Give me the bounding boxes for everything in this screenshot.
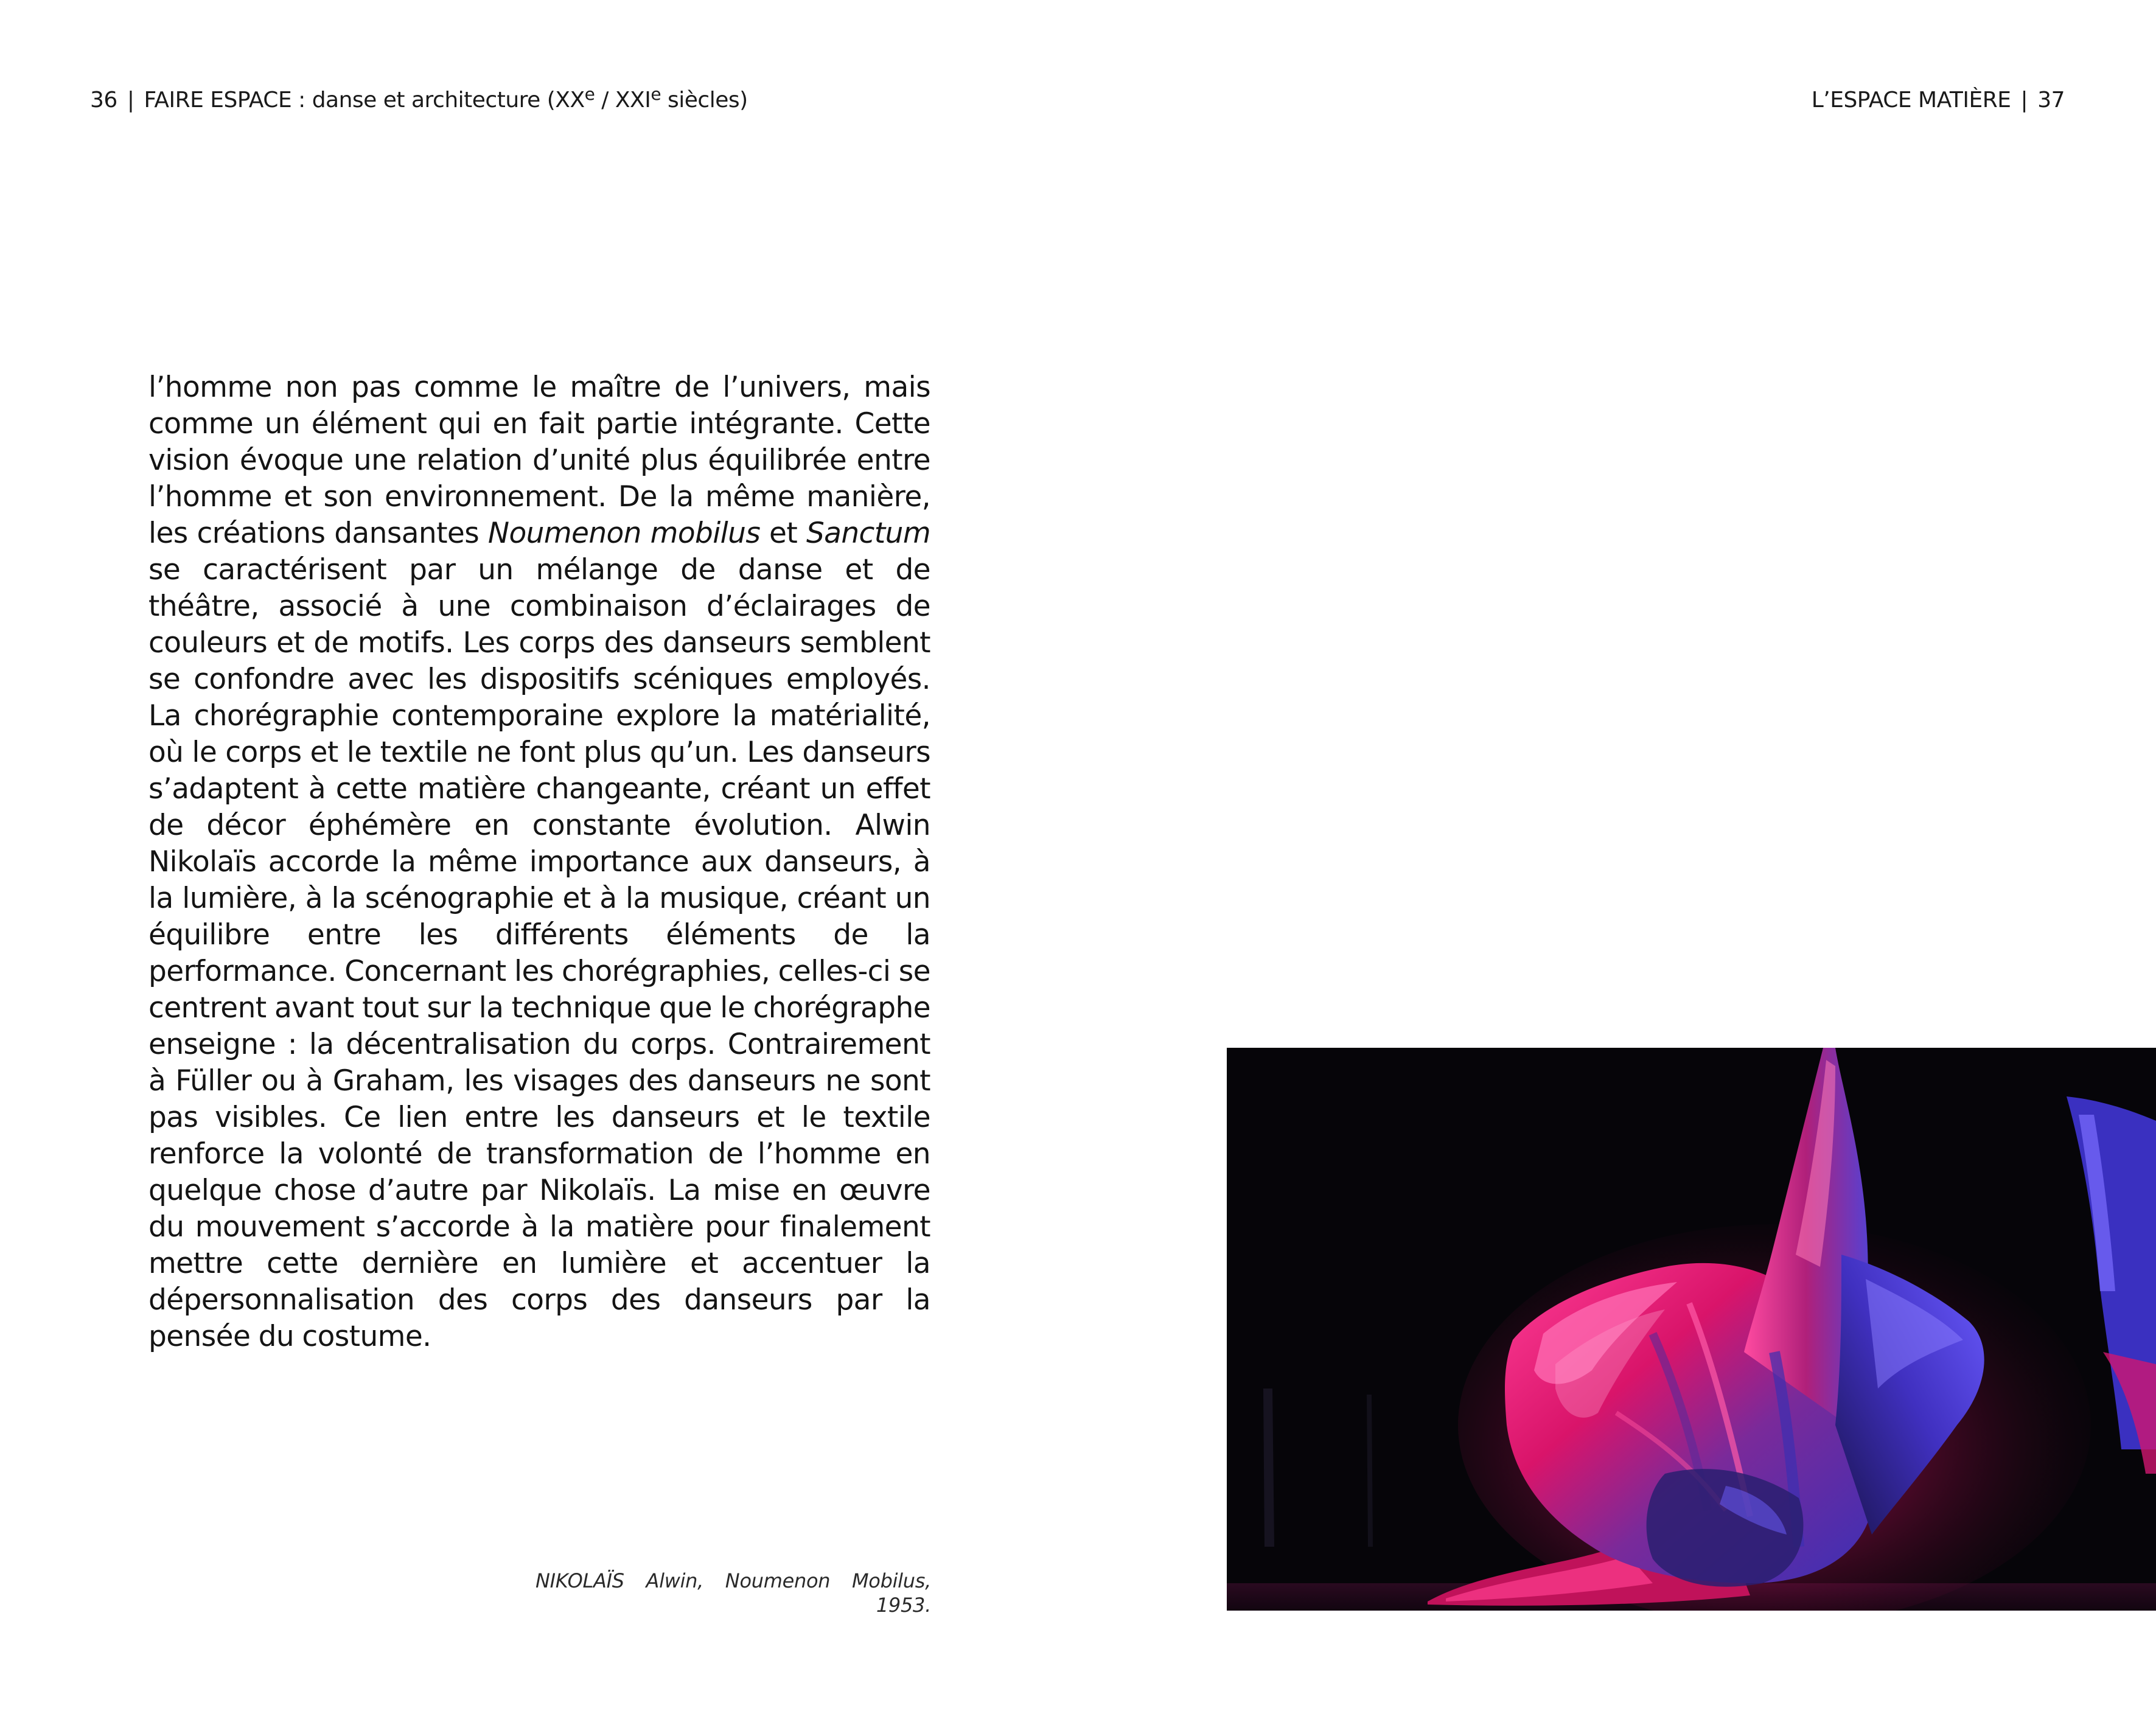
fabric-dancer-illustration — [1227, 1048, 2156, 1611]
dance-photograph — [1227, 1048, 2156, 1611]
running-head-right — [1812, 85, 2065, 116]
page-number-right: 37 — [2037, 88, 2065, 113]
body-paragraph: l’homme non pas comme le maître de l’univers, mais comme un élément qui en fait partie intégrante. Cette vision évoque une relation d’unité plus équilibrée entre l’homme et son environnement. De la même manière, les créations dansantes Noumenon mobilus et Sanctum se caractérisent par un mélange de danse et de théâtre, associé à une combinaison d’éclairages de couleurs et de motifs. Les corps des danseurs semblent se confondre avec les dispositifs scéniques employés. La chorégraphie contemporaine explore la matérialité, où le corps et le textile ne font plus qu’un. Les danseurs s’adaptent à cette matière changeante, créant un effet de décor éphémère en constante évolution. Alwin Nikolaïs accorde la même importance aux danseurs, à la lumière, à la scénographie et à la musique, créant un équilibre entre les différents éléments de la performance. Concernant les chorégraphies, celles-ci se centrent avant tout sur la technique que le chorégraphe enseigne : la décentralisation du corps. Contrairement à Füller ou à Graham, les visages des danseurs ne sont pas visibles. Ce lien entre les danseurs et le textile renforce la volonté de transformation de l’homme en quelque chose d’autre par Nikolaïs. La mise en œuvre du mouvement s’accorde à la matière pour finalement mettre cette dernière en lumière et accentuer la dépersonnalisation des corps des danseurs par la pensée du costume. — [148, 371, 931, 1353]
header-separator: | — [2020, 88, 2028, 113]
page-number-left: 36 — [90, 88, 117, 113]
running-head-left — [90, 85, 748, 116]
book-title: FAIRE ESPACE : danse et architecture (XXe / XXIe siècles) — [144, 84, 748, 113]
work-title-sanctum: Sanctum — [806, 517, 931, 550]
section-title: L’ESPACE MATIÈRE — [1811, 88, 2011, 113]
header-separator: | — [127, 88, 134, 113]
work-title-noumenon: Noumenon mobilus — [487, 517, 761, 550]
figure-caption: NIKOLAÏS Alwin, Noumenon Mobilus, 1953. — [536, 1569, 931, 1617]
